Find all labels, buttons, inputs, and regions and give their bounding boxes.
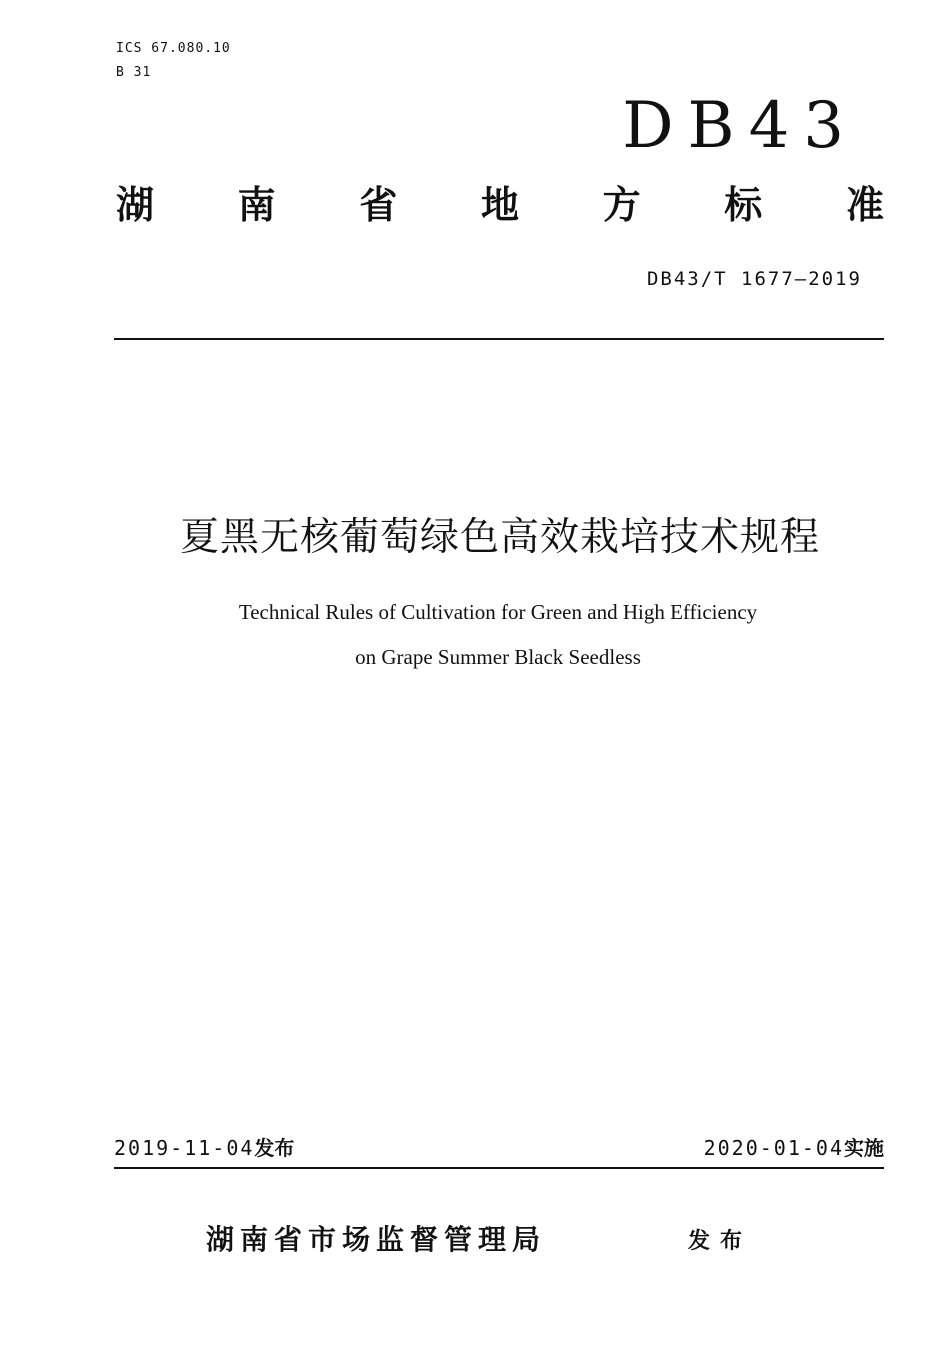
standard-type-title [116,182,884,228]
standard-type-char: 标 [724,183,763,227]
implementation-date: 2020-01-04 [703,1136,844,1160]
ics-code: ICS 67.080.10 [116,41,231,56]
issue-date: 2019-11-04 [114,1136,255,1160]
english-title-line-1: Technical Rules of Cultivation for Green and High Efficiency [238,600,758,624]
standard-type-char: 南 [237,183,276,227]
classification-code: B 31 [116,65,152,80]
implementation-label: 实施 [844,1136,884,1160]
english-title-line-2: on Grape Summer Black Seedless [355,645,641,669]
standard-mark: DB43 [622,89,858,163]
standard-type-char: 方 [602,183,641,227]
implementation-date-block [704,1134,884,1162]
standard-type-char: 准 [845,183,884,227]
standard-number: DB43/T 1677—2019 [646,268,862,290]
issue-date-block [114,1134,294,1162]
issue-word: 发布 [688,1229,753,1254]
issuing-authority: 湖南省市场监督管理局 [206,1223,547,1256]
standard-type-char: 湖 [116,183,155,227]
standard-type-char: 地 [480,183,519,227]
top-divider [114,338,884,340]
standard-type-char: 省 [359,183,398,227]
chinese-title: 夏黑无核葡萄绿色高效栽培技术规程 [179,515,820,560]
bottom-divider [114,1167,884,1169]
issue-label: 发布 [254,1136,295,1160]
